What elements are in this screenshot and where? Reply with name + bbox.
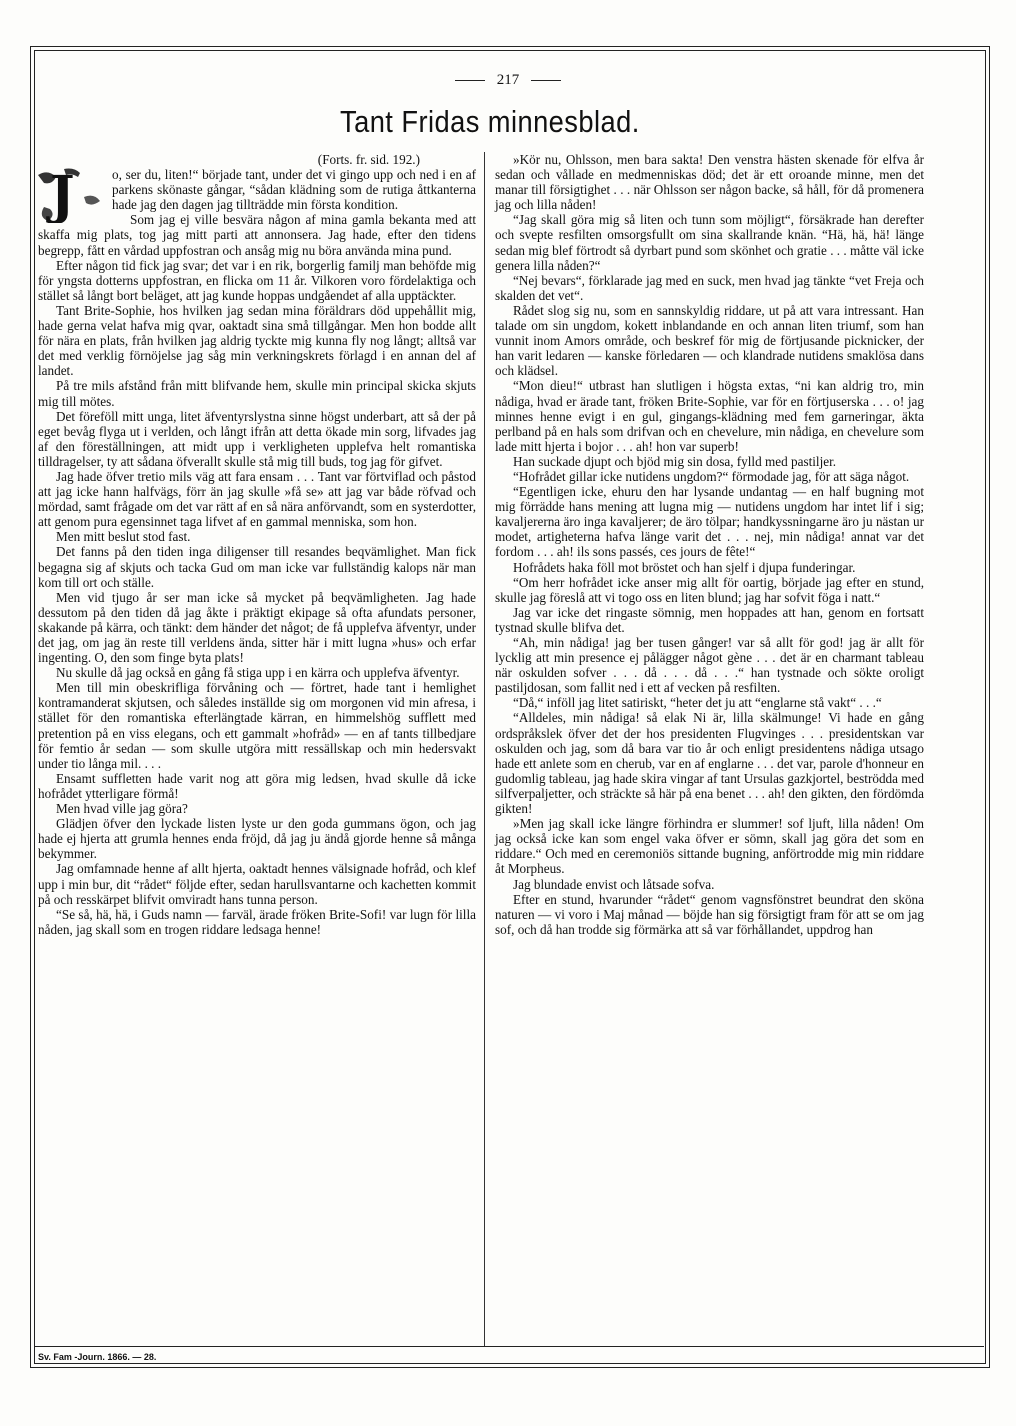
paragraph: Ensamt suffletten hade varit nog att göra mig ledsen, hvad skulle då icke hofrådet ytterligare förmå! bbox=[38, 770, 476, 801]
initial-letter: J bbox=[50, 167, 75, 224]
paragraph: Rådet slog sig nu, som en sannskyldig riddare, ut på att vara intressant. Han talade om sin ungdom, kokett inblandande en och annan liten triumf, som han vunnit inom Amors område, och beskref för mig de förtjusande picknicker, der han varit ledaren — kanske förledaren — och klandrade nutidens smaklösa dans och klädsel. bbox=[495, 302, 924, 379]
paragraph: “Egentligen icke, ehuru den har lysande undantag — en half bugning mot mig förrädde hans mening att lugna mig — nutidens ungdom har intet lif i sig; kavaljererna äro inga kavaljerer; de äro tölpar; handkyssningarne äro ju nästan ur modet, artigheterna hafva länge varit det . . . nej, min nådiga! annat var det fordom . . . ah! ils sons passés, ces jours de fête!“ bbox=[495, 484, 924, 560]
paragraph: Jag blundade envist och låtsade sofva. bbox=[513, 876, 715, 892]
page-number: 217 bbox=[496, 72, 520, 88]
continuation-note: (Forts. fr. sid. 192.) bbox=[317, 152, 420, 167]
paragraph: Jag hade öfver tretio mils väg att fara ensam . . . Tant var förtviflad och påstod att jag icke hann halfvägs, förr än jag skulle »få se» att jag var både röfvad och mördad, samt frågade om det var rätt af en så nära anförvandt, som en systerdotter, att genom pura egensinnet taga lifvet af en gammal menniska, som hon. bbox=[38, 468, 476, 530]
article-title: Tant Fridas minnesblad. bbox=[340, 104, 640, 139]
paragraph: På tre mils afstånd från mitt blifvande hem, skulle min principal skicka skjuts mig till mötes. bbox=[38, 378, 476, 409]
paragraph: “Om herr hofrådet icke anser mig allt för oartig, började jag efter en stund, skulle jag föreslå att vi togo oss en liten blund; jag har sofvit föga i natt.“ bbox=[495, 574, 924, 605]
footer-rule bbox=[34, 1346, 984, 1347]
paragraph: “Se så, hä, hä, i Guds namn — farväl, ärade fröken Brite-Sofi! var lugn för lilla nåden, jag skall som en trogen riddare ledsaga henne! bbox=[38, 906, 476, 937]
paragraph: Han suckade djupt och bjöd mig sin dosa, fylld med pastiljer. bbox=[513, 453, 837, 469]
left-paragraphs bbox=[38, 167, 476, 937]
paragraph: “Nej bevars“, förklarade jag med en suck, men hvad jag tänkte “vet Freja och skalden det vet“. bbox=[495, 272, 924, 303]
ornamental-initial-icon bbox=[34, 167, 108, 223]
paragraph: Efter någon tid fick jag svar; det var i en rik, borgerlig familj man behöfde mig för yngsta dotterns uppfostran, en flicka om 11 år. Vilkoren voro fördelaktiga och stället så långt bort beläget, att jag kunde hoppas undgåendet af alla upptäckter. bbox=[38, 257, 476, 303]
paragraph: “Mon dieu!“ utbrast han slutligen i högsta extas, “ni kan aldrig tro, min nådiga, hvad er ärade tant, fröken Brite-Sophie, var för en förtjuserska . . . o! jag minnes henne evigt i en gul, gingangs-klädning med fem garneringar, äkta perlband på en hals som drifvan och en chevelure, min nådiga, en chevelure som lade mitt hjerta i bojor . . . ah! hon var superb! bbox=[495, 378, 924, 454]
ornament-svg bbox=[34, 167, 108, 223]
paragraph: Efter en stund, hvarunder “rådet“ genom vagnsfönstret beundrat den sköna naturen — vi voro i Maj månad — böjde han sig försigtigt fram för att se om jag sof, och då han trodde sig förmärka att så var förhållandet, uppdrog han bbox=[495, 891, 924, 937]
paragraph: “Ah, min nådiga! jag ber tusen gånger! var så allt för god! jag är allt för lycklig att min presence ej pålägger något gène . . . det är en charmant tableau när oskulden sofver . . . då . . . då . . .“ han tystnade och sökte oroligt pastiljdosan, som fallit ned i ett af vecken på resfilten. bbox=[495, 635, 924, 696]
right-column bbox=[495, 152, 924, 937]
paragraph: Men till min obeskrifliga förvåning och — förtret, hade tant i hemlighet kontramanderat skjutsen, och således inställde sig om morgonen vid min afresa, i stället för den romantiska efterlängtade kärran, en himmelshög sufflett med pretention på en viss elegans, och ett gammalt »hofråd» — en af tants tillbedjare för femtio år sedan — som skulle utgöra mitt ressällskap och min hedersvakt under tio långa mil. . . . bbox=[38, 680, 476, 771]
paragraph: Jag var icke det ringaste sömnig, men hoppades att han, genom en fortsatt tystnad skulle blifva det. bbox=[495, 604, 924, 635]
paragraph: Jag omfamnade henne af allt hjerta, oaktadt hennes välsignade hofråd, och klef upp i min bur, dit “rådet“ följde efter, sedan harullsvantarne och kachetten kommit på och resskärpet blifvit omviradt hans tunna person. bbox=[38, 861, 476, 907]
paragraph: “Jag skall göra mig så liten och tunn som möjligt“, försäkrade han derefter och svepte resfilten omsorgsfullt om sina skallrande knän. “Hä, hä, hä! länge sedan mig blef förtrodt så dyrbart pund som skönhet och gratie . . . måtte väl icke genera lilla nåden?“ bbox=[495, 212, 924, 273]
paragraph: Det fanns på den tiden inga diligenser till resandes beqvämlighet. Man fick begagna sig af skjuts och tacka Gud om man icke var fullständig kalops när man kom till ort och ställe. bbox=[38, 544, 476, 590]
paragraph: Som jag ej ville besvära någon af mina gamla bekanta med att skaffa mig plats, tog jag mitt parti att annonsera. Jag hade, efter den tidens begrepp, fått en vårdad uppfostran och ansåg mig nu böra använda mina pund. bbox=[38, 212, 476, 258]
page-number-line bbox=[0, 72, 1016, 89]
left-column bbox=[38, 152, 476, 937]
paragraph: Men vid tjugo år ser man icke så mycket på beqvämligheten. Jag hade dessutom på den tiden då jag åkte i präktigt ekipage så ofta afundats personer, skakande på kärra, och tänkt: dem händer det något; de få upplefva äfventyr, under det jag, om jag än reste till verldens ända, sitter här i mitt lugna »hus» och erfar ingenting. O, den som finge byta plats! bbox=[38, 589, 476, 666]
paragraph: Glädjen öfver den lyckade listen lyste ur den goda gummans ögon, och jag hade ej hjerta att grumla hennes enda fröjd, då jag ju ändå gjorde henne så många bekymmer. bbox=[38, 816, 476, 862]
paragraph: o, ser du, liten!“ började tant, under det vi gingo upp och ned i en af parkens skönaste gångar, “sådan klädning som de rutiga åttkanterna hade jag den dagen jag tillträdde min första kondition. bbox=[112, 167, 476, 213]
paragraph: “Alldeles, min nådiga! så elak Ni är, lilla skälmunge! Vi hade en gång ordspråkslek öfver det der hos presidenten Flugvinges . . . presidentskan var oskulden och jag, som då bara var tio år och enligt presidentens nådiga utsago hade ett anlete som en cherub, var en af englarne . . . det var, parole d'honneur en gudomlig tableau, jag hade skira vingar af tant Ursulas gazkjortel, beströdda med silfverpaljetter, och sträckte så här på ena benet . . . ah! den gikten, den fördömda gikten! bbox=[495, 710, 924, 817]
paragraph: “Hofrådet gillar icke nutidens ungdom?“ förmodade jag, för att säga något. bbox=[513, 468, 910, 484]
journal-footer: Sv. Fam -Journ. 1866. — 28. bbox=[38, 1352, 157, 1362]
dash-right bbox=[531, 80, 561, 81]
paragraph: Tant Brite-Sophie, hos hvilken jag sedan mina föräldrars död uppehållit mig, hade gerna velat hafva mig qvar, oaktadt sina små tillgångar. Men hon bodde allt för nära en plats, från hvilken jag aldrig tyckte mig kunna fly nog långt; alltså var det med verklig förnöjelse jag såg min verkningskrets förlagd i en annan del af landet. bbox=[38, 302, 476, 379]
dash-left bbox=[455, 80, 485, 81]
paragraph: Nu skulle då jag också en gång få stiga upp i en kärra och upplefva äfventyr. bbox=[56, 665, 460, 681]
paragraph: »Men jag skall icke längre förhindra er slummer! sof ljuft, lilla nåden! Om jag också icke kan som engel vaka öfver er sömn, skall jag göra det som en riddare.“ Och med en ceremoniös sittande bugning, anförtrodde mig min riddare åt Morpheus. bbox=[495, 816, 924, 877]
column-divider bbox=[484, 152, 485, 1346]
paragraph: Det föreföll mitt unga, litet äfventyrslystna sinne högst underbart, att så der på eget bevåg flyga ut i verlden, och långt ifrån att detta ökade min sorg, lifvades jag af den föreställningen, att midt upp i verkligheten upplefva helt romantiska tilldragelser, ty att sådana öfverallt skulle stå mig till buds, tog jag för gifvet. bbox=[38, 408, 476, 469]
paragraph: “Då,“ inföll jag litet satiriskt, “heter det ju att “englarne stå vakt“ . . .“ bbox=[513, 695, 882, 711]
paragraph: Hofrådets haka föll mot bröstet och han sjelf i djupa funderingar. bbox=[513, 559, 856, 575]
paragraph: Men mitt beslut stod fast. bbox=[56, 529, 191, 545]
paragraph: »Kör nu, Ohlsson, men bara sakta! Den venstra hästen skenade för elfva år sedan och vållade en medmenniskas död; det är ett oroande minne, men det manar till försigtighet . . . när Ohlsson ser någon backe, så håll, för då promenera jag och lilla nåden! bbox=[495, 152, 924, 213]
right-paragraphs bbox=[495, 152, 924, 937]
paragraph: Men hvad ville jag göra? bbox=[56, 801, 188, 817]
